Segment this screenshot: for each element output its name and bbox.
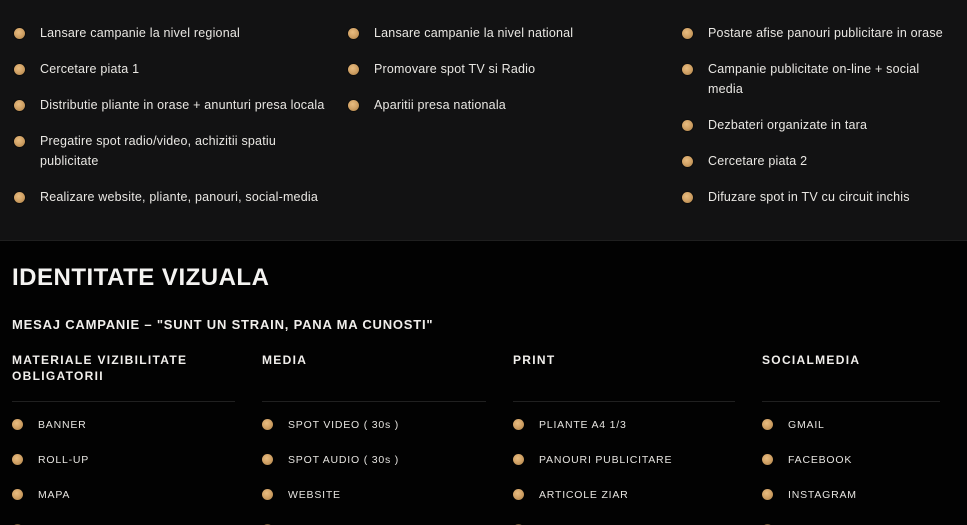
identity-item-label: SPOT AUDIO ( 30s ) <box>288 454 400 466</box>
identity-item <box>262 418 513 432</box>
section-title: IDENTITATE VIZUALA <box>12 264 270 291</box>
identity-item <box>513 488 762 502</box>
identity-item <box>762 488 967 502</box>
timeline-item-label: Lansare campanie la nivel national <box>374 26 574 40</box>
identity-item <box>12 453 262 467</box>
timeline-column-1 <box>14 23 348 240</box>
bullet-icon <box>513 419 524 430</box>
identity-item-label: SPOT VIDEO ( 30s ) <box>288 419 400 431</box>
bullet-icon <box>14 136 25 147</box>
bullet-icon <box>14 64 25 75</box>
timeline-item-label: Dezbateri organizate in tara <box>708 118 868 132</box>
campaign-timeline-section <box>0 0 967 240</box>
header-divider <box>12 401 235 402</box>
timeline-item <box>348 23 670 43</box>
column-header: MEDIA <box>262 353 308 367</box>
timeline-item <box>682 23 955 43</box>
bullet-icon <box>262 489 273 500</box>
identity-item-label: FACEBOOK <box>788 454 853 466</box>
column-items <box>762 418 967 525</box>
column-items <box>262 418 513 525</box>
bullet-icon <box>682 64 693 75</box>
identity-item-label: MAPA <box>38 489 71 501</box>
timeline-item-label: Postare afise panouri publicitare in orase <box>708 26 943 40</box>
timeline-item <box>348 95 670 115</box>
bullet-icon <box>513 454 524 465</box>
timeline-item-label: Difuzare spot in TV cu circuit inchis <box>708 190 910 204</box>
timeline-item-label: Distributie pliante in orase + anunturi presa locala <box>40 98 325 112</box>
timeline-item-label: Cercetare piata 2 <box>708 154 808 168</box>
identity-item-label: BANNER <box>38 419 87 431</box>
timeline-item-label: Lansare campanie la nivel regional <box>40 26 240 40</box>
identity-item-label: WEBSITE <box>288 489 341 501</box>
timeline-item <box>14 187 336 207</box>
identity-item <box>762 418 967 432</box>
identity-item-label: ARTICOLE ZIAR <box>539 489 629 501</box>
identity-item <box>513 453 762 467</box>
bullet-icon <box>762 489 773 500</box>
timeline-item-label: Cercetare piata 1 <box>40 62 140 76</box>
identity-item-label: PLIANTE A4 1/3 <box>539 419 627 431</box>
column-header: MATERIALE VIZIBILITATE OBLIGATORII <box>12 353 188 383</box>
timeline-item-label: Pregatire spot radio/video, achizitii spatiu publicitate <box>40 134 277 168</box>
campaign-message: MESAJ CAMPANIE – "SUNT UN STRAIN, PANA MA CUNOSTI" <box>12 317 434 332</box>
timeline-item-label: Realizare website, pliante, panouri, social-media <box>40 190 318 204</box>
bullet-icon <box>762 419 773 430</box>
timeline-item <box>14 95 336 115</box>
timeline-item-label: Aparitii presa nationala <box>374 98 506 112</box>
identity-item-label: GMAIL <box>788 419 825 431</box>
identity-section <box>0 240 967 525</box>
identity-item <box>762 453 967 467</box>
timeline-item <box>14 131 336 171</box>
bullet-icon <box>682 156 693 167</box>
bullet-icon <box>12 419 23 430</box>
identity-item <box>262 488 513 502</box>
bullet-icon <box>348 64 359 75</box>
column-items <box>513 418 762 525</box>
identity-item <box>262 453 513 467</box>
timeline-item <box>682 115 955 135</box>
identity-item <box>12 488 262 502</box>
timeline-column-3 <box>682 23 967 240</box>
timeline-item-label: Promovare spot TV si Radio <box>374 62 536 76</box>
column-items <box>12 418 262 525</box>
timeline-item <box>14 59 336 79</box>
bullet-icon <box>513 489 524 500</box>
identity-column-2 <box>262 353 513 525</box>
timeline-column-2 <box>348 23 682 240</box>
timeline-item <box>348 59 670 79</box>
identity-item-label: PANOURI PUBLICITARE <box>539 454 673 466</box>
header-divider <box>762 401 940 402</box>
bullet-icon <box>682 192 693 203</box>
timeline-item <box>682 187 955 207</box>
bullet-icon <box>12 454 23 465</box>
bullet-icon <box>348 28 359 39</box>
header-divider <box>513 401 735 402</box>
timeline-item-label: Campanie publicitate on-line + social media <box>708 62 920 96</box>
column-header: PRINT <box>513 353 556 367</box>
identity-item-label: ROLL-UP <box>38 454 90 466</box>
identity-column-3 <box>513 353 762 525</box>
bullet-icon <box>762 454 773 465</box>
identity-column-1 <box>12 353 262 525</box>
bullet-icon <box>14 100 25 111</box>
timeline-item <box>682 151 955 171</box>
bullet-icon <box>348 100 359 111</box>
identity-item <box>12 418 262 432</box>
identity-item-label: INSTAGRAM <box>788 489 857 501</box>
bullet-icon <box>14 192 25 203</box>
identity-item <box>513 418 762 432</box>
bullet-icon <box>682 28 693 39</box>
header-divider <box>262 401 486 402</box>
bullet-icon <box>12 489 23 500</box>
bullet-icon <box>262 454 273 465</box>
bullet-icon <box>14 28 25 39</box>
bullet-icon <box>262 419 273 430</box>
bullet-icon <box>682 120 693 131</box>
timeline-item <box>682 59 955 99</box>
column-header: SOCIALMEDIA <box>762 353 861 367</box>
timeline-item <box>14 23 336 43</box>
identity-column-4 <box>762 353 967 525</box>
identity-columns <box>12 353 967 525</box>
